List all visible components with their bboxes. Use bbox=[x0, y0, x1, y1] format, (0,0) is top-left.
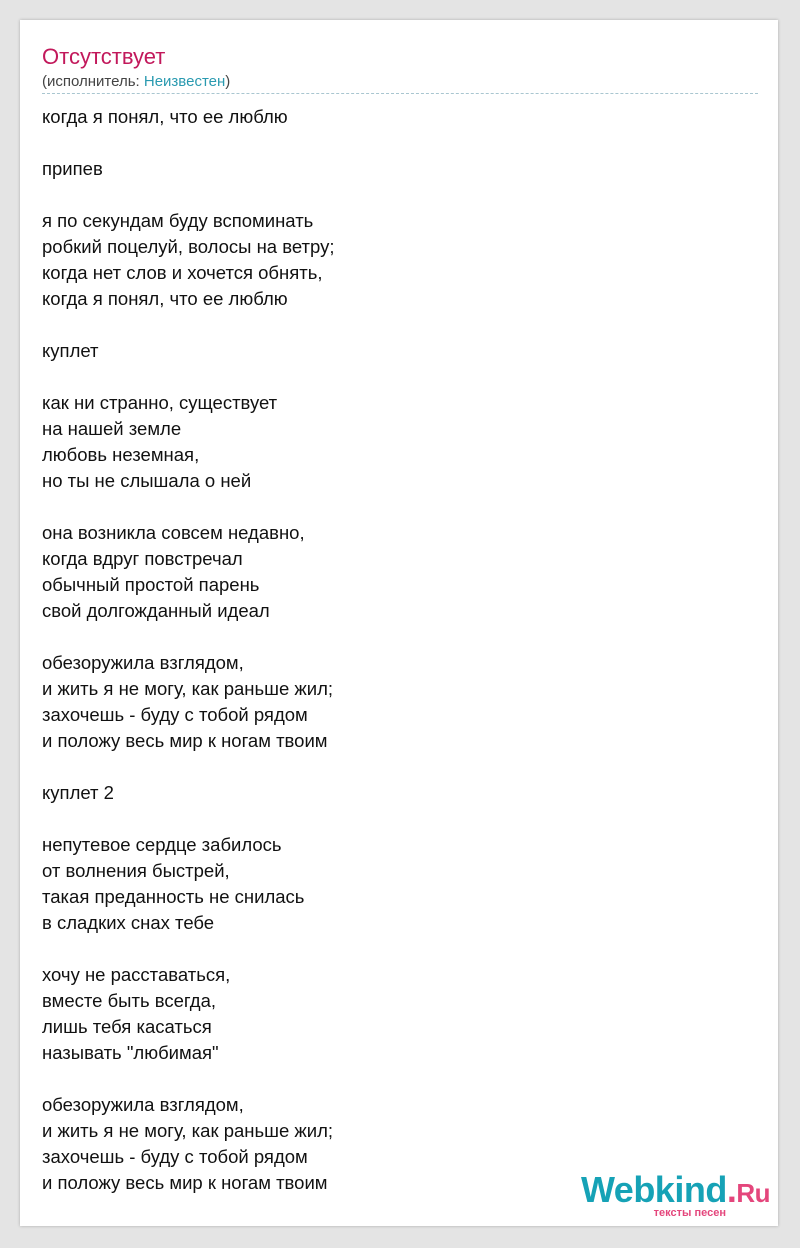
artist-suffix: ) bbox=[225, 73, 231, 90]
artist-line bbox=[42, 73, 230, 91]
lyric-blank-line bbox=[42, 364, 742, 390]
lyric-line: когда я понял, что ее люблю bbox=[42, 106, 288, 127]
logo-word: Webkind bbox=[580, 1169, 727, 1210]
lyric-line: вместе быть всегда, bbox=[42, 990, 217, 1011]
lyric-line: и жить я не могу, как раньше жил; bbox=[42, 1120, 334, 1141]
lyric-line: захочешь - буду с тобой рядом bbox=[42, 704, 308, 725]
lyric-line: в сладких снах тебе bbox=[42, 912, 215, 933]
site-logo[interactable] bbox=[570, 1170, 770, 1220]
lyrics-card bbox=[20, 20, 778, 1226]
lyric-blank-line bbox=[42, 182, 742, 208]
lyric-blank-line bbox=[42, 312, 742, 338]
title-divider bbox=[42, 93, 758, 94]
lyric-blank-line bbox=[42, 1066, 742, 1092]
lyric-blank-line bbox=[42, 754, 742, 780]
logo-tld: Ru bbox=[736, 1178, 770, 1208]
lyric-line: любовь неземная, bbox=[42, 444, 200, 465]
lyric-blank-line bbox=[42, 806, 742, 832]
logo-dot: . bbox=[726, 1169, 737, 1210]
lyric-line: непутевое сердце забилось bbox=[42, 834, 282, 855]
lyric-line: я по секундам буду вспоминать bbox=[42, 210, 314, 231]
lyric-line: куплет 2 bbox=[42, 782, 114, 803]
lyric-line: и жить я не могу, как раньше жил; bbox=[42, 678, 334, 699]
lyric-line: называть "любимая" bbox=[42, 1042, 219, 1063]
lyric-line: но ты не слышала о ней bbox=[42, 470, 252, 491]
lyric-line: захочешь - буду с тобой рядом bbox=[42, 1146, 308, 1167]
lyrics-body bbox=[42, 104, 742, 1196]
lyric-line: и положу весь мир к ногам твоим bbox=[42, 1172, 328, 1193]
logo-tagline: тексты песен bbox=[653, 1207, 726, 1219]
artist-prefix: (исполнитель: bbox=[42, 73, 144, 90]
lyric-line: свой долгожданный идеал bbox=[42, 600, 270, 621]
lyric-blank-line bbox=[42, 624, 742, 650]
lyric-line: обезоружила взглядом, bbox=[42, 1094, 244, 1115]
lyric-line: обезоружила взглядом, bbox=[42, 652, 244, 673]
lyric-line: на нашей земле bbox=[42, 418, 182, 439]
artist-link[interactable]: Неизвестен bbox=[143, 73, 226, 90]
lyric-line: когда нет слов и хочется обнять, bbox=[42, 262, 323, 283]
lyric-line: от волнения быстрей, bbox=[42, 860, 230, 881]
lyric-blank-line bbox=[42, 130, 742, 156]
lyric-line: припев bbox=[42, 158, 103, 179]
lyric-line: как ни странно, существует bbox=[42, 392, 278, 413]
lyric-line: и положу весь мир к ногам твоим bbox=[42, 730, 328, 751]
lyric-blank-line bbox=[42, 936, 742, 962]
lyric-line: такая преданность не снилась bbox=[42, 886, 305, 907]
lyric-line: когда вдруг повстречал bbox=[42, 548, 243, 569]
lyric-line: куплет bbox=[42, 340, 99, 361]
lyric-line: когда я понял, что ее люблю bbox=[42, 288, 288, 309]
lyric-line: робкий поцелуй, волосы на ветру; bbox=[42, 236, 335, 257]
song-title: Отсутствует bbox=[42, 44, 166, 69]
lyric-line: обычный простой парень bbox=[42, 574, 260, 595]
lyric-blank-line bbox=[42, 494, 742, 520]
lyric-line: хочу не расставаться, bbox=[42, 964, 231, 985]
lyric-line: лишь тебя касаться bbox=[42, 1016, 212, 1037]
lyric-line: она возникла совсем недавно, bbox=[42, 522, 305, 543]
